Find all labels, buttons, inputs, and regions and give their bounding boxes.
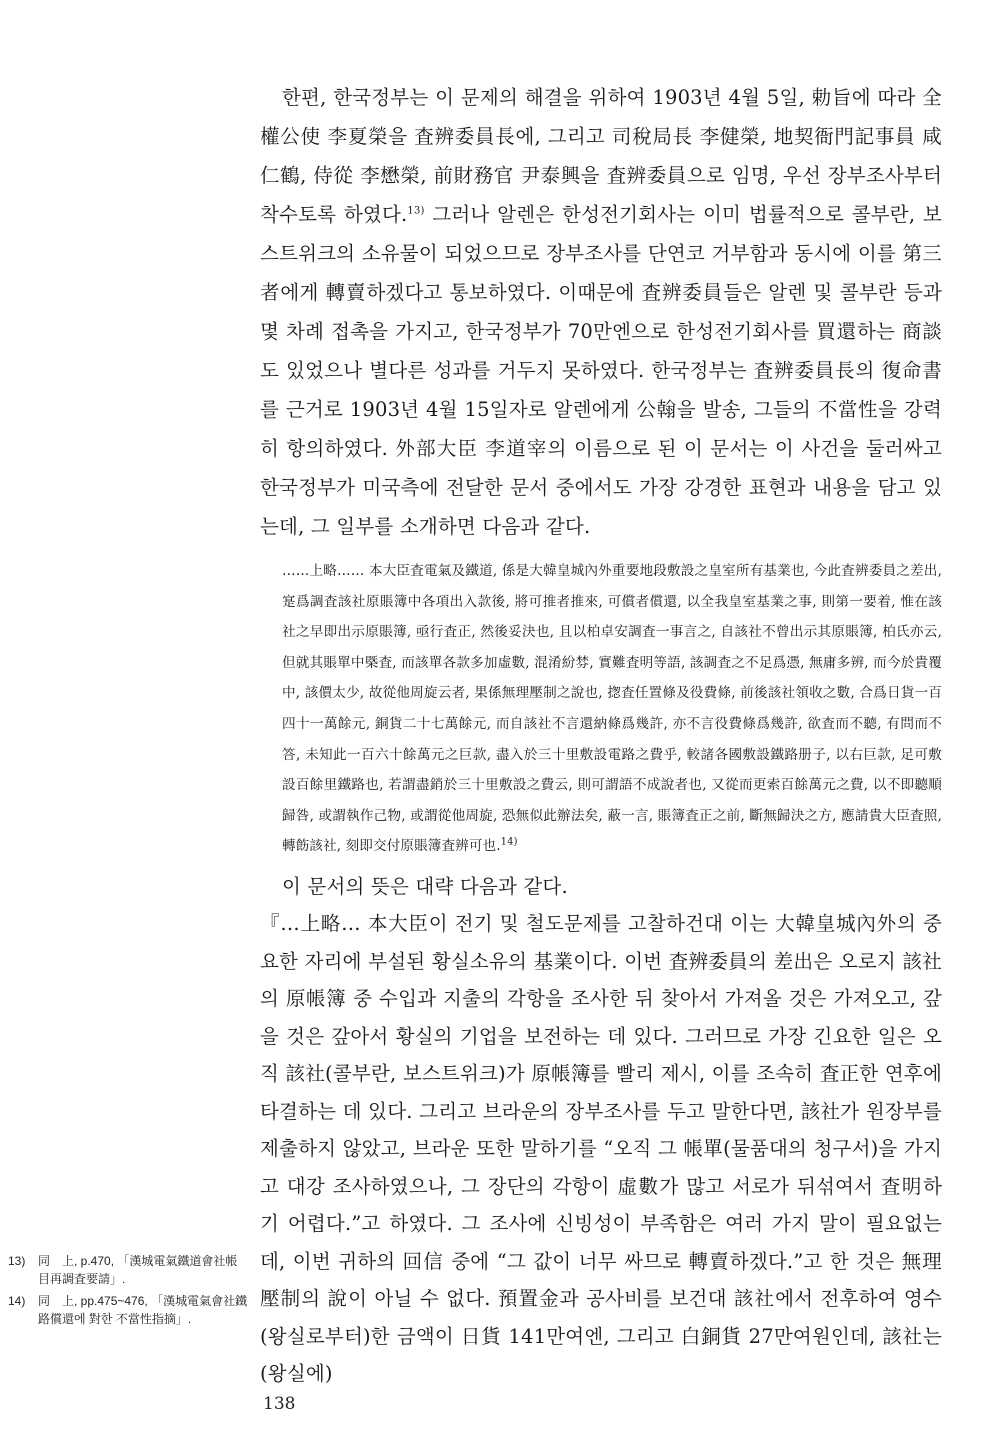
footnote-13 xyxy=(8,1252,248,1288)
body-paragraph-1 xyxy=(260,78,942,546)
classical-chinese-quotation xyxy=(260,556,942,862)
footnote-text: 同 上, p.470, 「漢城電氣鐵道會社帳目再調査要請」. xyxy=(38,1254,238,1286)
body-paragraph-3: 『…上略… 本大臣이 전기 및 철도문제를 고찰하건대 이는 大韓皇城內外의 중요한 자리에 부설된 황실소유의 基業이다. 이번 査辨委員의 差出은 오로지 該社의 原帳簿 중 수입과 지출의 각항을 조사한 뒤 찾아서 가져올 것은 가져오고, 갚을 것은 갚아서 황실의 기업을 보전하는 데 있다. 그러므로 가장 긴요한 일은 오직 該社(콜부란, 보스트위크)가 原帳簿를 빨리 제시, 이를 조속히 査正한 연후에 타결하는 데 있다. 그리고 브라운의 장부조사를 두고 말한다면, 該社가 원장부를 제출하지 않았고, 브라운 또한 말하기를 “오직 그 帳單(물품대의 청구서)을 가지고 대강 조사하였으나, 그 장단의 각항이 虛數가 많고 서로가 뒤섞여서 査明하기 어렵다.”고 하였다. 그 조사에 신빙성이 부족함은 여러 가지 말이 필요없는데, 이번 귀하의 回信 중에 “그 값이 너무 싸므로 轉賣하겠다.”고 한 것은 無理壓制의 說이 아닐 수 없다. 預置金과 공사비를 보건대 該社에서 전후하여 영수(왕실로부터)한 금액이 日貨 141만여엔, 그리고 白銅貨 27만여원인데, 該社는 (왕실에) xyxy=(260,912,942,1386)
footnote-number: 13) xyxy=(8,1254,26,1268)
footnote-ref-14: 14) xyxy=(500,836,518,848)
main-text-column xyxy=(260,78,942,1393)
footnote-text: 同 上, pp.475~476, 「漢城電氣會社鐵路償還에 對한 不當性指摘」. xyxy=(38,1294,248,1326)
footnotes xyxy=(8,1252,248,1332)
footnote-number: 14) xyxy=(8,1294,26,1308)
quotation-text: ……上略…… 本大臣査電氣及鐵道, 係是大韓皇城內外重要地段敷設之皇室所有基業也, 今此査辨委員之差出, 寔爲調査該社原賬簿中各項出入款後, 將可推者推來, 可償者償還, 以全我皇室基業之事, 則第一要着, 惟在該社之早即出示原賬簿, 亟行査正, 然後妥決也, 且以柏卓安調査一事言之, 自該社不曾出示其原賬簿, 柏氏亦云, 但就其賬單中槩査, 而該單各款多加虛數, 混淆紛棼, 實難査明等語, 該調査之不足爲憑, 無庸多辨, 而今於貴覆中, 該價太少, 故從他周旋云者, 果係無理壓制之說也, 揔査任置條及役費條, 前後該社領收之數, 合爲日貨一百四十一萬餘元, 銅貨二十七萬餘元, 而自該社不言還納條爲幾許, 亦不言役費條爲幾許, 欲査而不聽, 有問而不答, 未知此一百六十餘萬元之巨款, 盡入於三十里敷設電路之費乎, 較諸各國敷設鐵路册子, 以右巨款, 足可敷設百餘里鐵路也, 若謂盡銷於三十里敷設之費云, 則可謂語不成說者也, 又從而更索百餘萬元之費, 以不即聽順歸咎, 或謂執作己物, 或謂從他周旋, 恐無似此辦法矣, 蔽一言, 賬簿査正之前, 斷無歸決之方, 應請貴大臣査照, 轉飭該社, 刻即交付原賬簿査辨可也. xyxy=(282,563,942,855)
footnote-14 xyxy=(8,1292,248,1328)
paragraph-1-text: 한편, 한국정부는 이 문제의 해결을 위하여 1903년 4월 5일, 勅旨에 따라 全權公使 李夏榮을 査辨委員長에, 그리고 司稅局長 李健榮, 地契衙門記事員 咸仁鶴, 侍從 李懋榮, 前財務官 尹泰興을 査辨委員으로 임명, 우선 장부조사부터 착수토록 하였다. xyxy=(260,86,942,226)
paragraph-1-continuation: 그러나 알렌은 한성전기회사는 이미 법률적으로 콜부란, 보스트위크의 소유물이 되었으므로 장부조사를 단연코 거부함과 동시에 이를 第三者에게 轉賣하겠다고 통보하였다. 이때문에 査辨委員들은 알렌 및 콜부란 등과 몇 차례 접촉을 가지고, 한국정부가 70만엔으로 한성전기회사를 買還하는 商談도 있었으나 별다른 성과를 거두지 못하였다. 한국정부는 査辨委員長의 復命書를 근거로 1903년 4월 15일자로 알렌에게 公翰을 발송, 그들의 不當性을 강력히 항의하였다. 外部大臣 李道宰의 이름으로 된 이 문서는 이 사건을 둘러싸고 한국정부가 미국측에 전달한 문서 중에서도 가장 강경한 표현과 내용을 담고 있는데, 그 일부를 소개하면 다음과 같다. xyxy=(260,203,942,538)
body-paragraph-2: 이 문서의 뜻은 대략 다음과 같다. xyxy=(282,874,568,898)
page-number: 138 xyxy=(263,1394,296,1414)
footnote-ref-13: 13) xyxy=(407,205,425,217)
